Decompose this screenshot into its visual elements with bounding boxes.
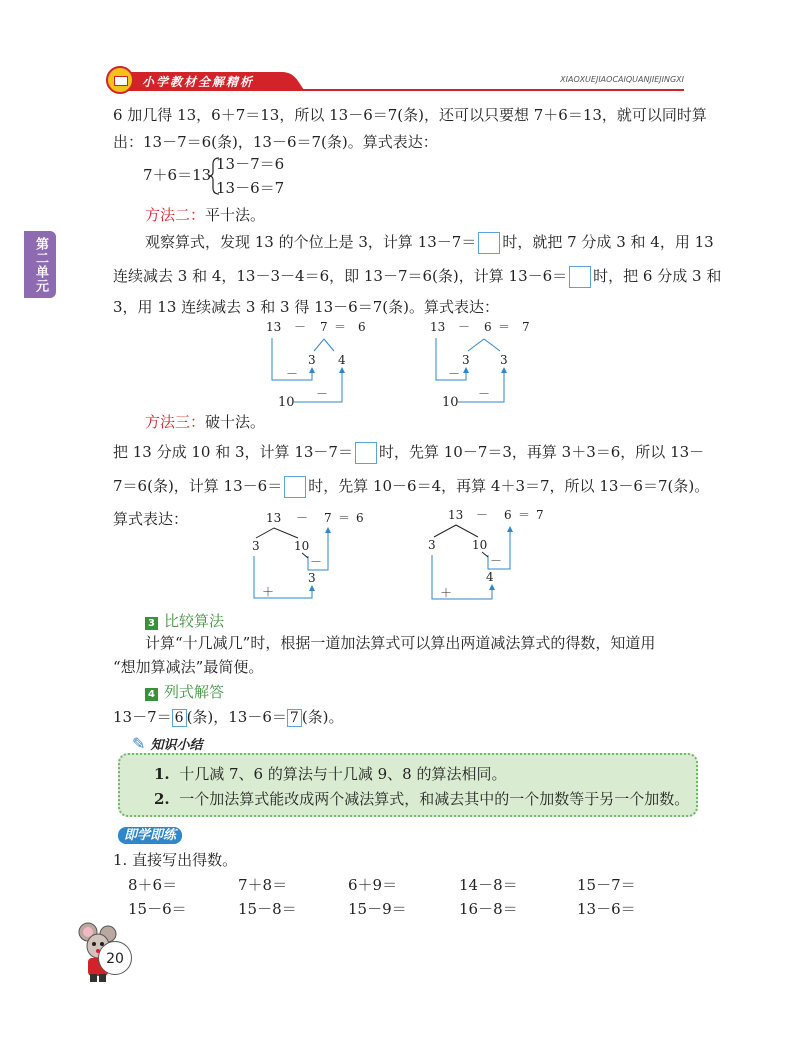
section3-line-2: “想加算减法”最简便。 <box>113 658 264 676</box>
practice-item: 15－6＝ <box>128 900 187 918</box>
summary-item-number: 1. <box>154 765 170 783</box>
method3-line-3: 算式表达： <box>113 510 189 528</box>
summary-item <box>154 788 689 810</box>
diagram-text: 10 <box>442 395 459 408</box>
book-logo-icon <box>106 66 134 94</box>
diagram-text: 10 <box>294 539 310 553</box>
method2-line-2b: 时，把 6 分成 3 和 <box>593 267 722 285</box>
diagram-text: 3 <box>462 353 470 367</box>
answer-box: 6 <box>172 709 187 727</box>
section4-mid: (条)，13－6＝ <box>186 708 287 726</box>
practice-item: 15－7＝ <box>577 876 636 894</box>
diagram-text: 6 <box>504 508 512 522</box>
section4-heading <box>145 681 224 702</box>
diagram-text: 3 <box>500 353 508 367</box>
diagram-text: ＋ <box>440 586 453 600</box>
answer-blank[interactable] <box>569 266 591 288</box>
summary-box <box>118 753 698 817</box>
section4-answer <box>113 706 344 728</box>
method2-line-3: 3，用 13 连续减去 3 和 3 得 13－6＝7(条)。算式表达： <box>113 298 499 316</box>
method3-line-1 <box>113 441 704 464</box>
header-bar <box>106 68 686 94</box>
section3-number: 3 <box>145 617 158 630</box>
method2-line-1a: 观察算式，发现 13 的个位上是 3，计算 13－7＝ <box>145 233 477 251</box>
diagram-text: 7 <box>536 508 544 522</box>
practice-item: 14－8＝ <box>459 876 518 894</box>
unit-side-tab-label: 第二单元 <box>33 237 48 293</box>
method2-line-1 <box>145 231 714 254</box>
pen-icon: ✎ <box>132 734 146 753</box>
page-number: 20 <box>106 951 124 967</box>
diagram-text: － <box>458 320 471 334</box>
method3-diagram-b <box>426 505 556 609</box>
diagram-text: － <box>310 555 323 569</box>
summary-item-number: 2. <box>154 790 170 808</box>
section4-post: (条)。 <box>301 708 344 726</box>
practice-item: 16－8＝ <box>459 900 518 918</box>
practice-label-text: 即学即练 <box>118 827 182 844</box>
method3-title: 方法三： <box>145 413 206 431</box>
method3-heading <box>145 411 265 433</box>
unit-side-tab <box>24 231 56 298</box>
diagram-text: － <box>476 508 489 522</box>
practice-item: 7＋8＝ <box>238 876 288 894</box>
diagram-text: 7 <box>522 320 530 334</box>
diagram-text: － <box>286 367 299 381</box>
method2-line-2a: 连续减去 3 和 4，13－3－4＝6，即 13－7＝6(条)，计算 13－6＝ <box>113 267 568 285</box>
header-title: 小学教材全解精析 <box>142 75 255 89</box>
diagram-text: 13 <box>266 511 282 525</box>
method2-title: 方法二： <box>145 206 206 224</box>
diagram-text: ＝ <box>498 320 511 334</box>
method2-line-1b: 时，就把 7 分成 3 和 4，用 13 <box>502 233 714 251</box>
diagram-text: － <box>294 320 307 334</box>
section3-title: 比较算法 <box>164 612 225 630</box>
intro-line-2: 出：13－7＝6(条)，13－6＝7(条)。算式表达： <box>113 133 438 151</box>
section4-pre: 13－7＝ <box>113 708 172 726</box>
method3-line-2a: 7＝6(条)，计算 13－6＝ <box>113 477 283 495</box>
method2-diagram-a <box>264 318 374 412</box>
practice-label <box>118 824 182 843</box>
diagram-text: 3 <box>308 571 316 585</box>
answer-blank[interactable] <box>355 442 377 464</box>
method2-heading <box>145 204 265 226</box>
answer-box: 7 <box>287 709 302 727</box>
diagram-text: 10 <box>472 538 488 552</box>
diagram-text: － <box>490 554 503 568</box>
practice-item: 15－8＝ <box>238 900 297 918</box>
diagram-text: － <box>478 387 491 401</box>
summary-label <box>132 734 203 753</box>
practice-question-1: 1. 直接写出得数。 <box>113 851 238 869</box>
diagram-text: 4 <box>486 570 494 584</box>
diagram-text: 13 <box>266 320 282 334</box>
method3-line-1b: 时，先算 10－7＝3，再算 3＋3＝6，所以 13－ <box>378 443 705 461</box>
practice-item: 15－9＝ <box>348 900 407 918</box>
diagram-text: 10 <box>278 395 295 408</box>
practice-item: 8＋6＝ <box>128 876 178 894</box>
diagram-text: 7 <box>324 511 332 525</box>
diagram-text: 13 <box>448 508 464 522</box>
diagram-text: 13 <box>430 320 446 334</box>
diagram-text: － <box>296 511 309 525</box>
answer-blank[interactable] <box>478 232 500 254</box>
method3-line-1a: 把 13 分成 10 和 3，计算 13－7＝ <box>113 443 353 461</box>
method3-line-2 <box>113 475 709 498</box>
intro-expr-left: 7＋6＝13 <box>143 166 212 184</box>
summary-item-text: 十几减 7、6 的算法与十几减 9、8 的算法相同。 <box>179 765 507 783</box>
method3-diagram-a <box>248 508 378 608</box>
diagram-text: 4 <box>338 353 346 367</box>
diagram-text: 6 <box>356 511 364 525</box>
diagram-text: 3 <box>428 538 436 552</box>
diagram-text: ＝ <box>338 511 351 525</box>
summary-item-text: 一个加法算式能改成两个减法算式，和减去其中的一个加数等于另一个加数。 <box>179 790 690 808</box>
summary-item <box>154 763 506 785</box>
diagram-text: 3 <box>308 353 316 367</box>
header-pinyin: XIAOXUEJIAOCAIQUANJIEJINGXI <box>560 75 684 84</box>
intro-expr-bottom: 13－6＝7 <box>216 179 285 197</box>
answer-blank[interactable] <box>284 476 306 498</box>
section4-title: 列式解答 <box>164 683 225 701</box>
practice-item: 13－6＝ <box>577 900 636 918</box>
method3-line-2b: 时，先算 10－6＝4，再算 4＋3＝7，所以 13－6＝7(条)。 <box>308 477 710 495</box>
diagram-text: ＝ <box>518 508 531 522</box>
page-number-circle <box>98 941 132 975</box>
diagram-text: ＝ <box>334 320 347 334</box>
summary-label-text: 知识小结 <box>150 738 203 753</box>
method3-name: 破十法。 <box>205 413 266 431</box>
method2-line-2 <box>113 265 721 288</box>
section3-heading <box>145 610 224 631</box>
method2-name: 平十法。 <box>205 206 266 224</box>
section3-line-1: 计算“十几减几”时，根据一道加法算式可以算出两道减法算式的得数，知道用 <box>145 634 656 652</box>
intro-expr-top: 13－7＝6 <box>216 155 285 173</box>
method2-diagram-b <box>428 318 538 412</box>
diagram-text: 7 <box>320 320 328 334</box>
diagram-text: － <box>448 367 461 381</box>
intro-line-1: 6 加几得 13，6＋7＝13，所以 13－6＝7(条)，还可以只要想 7＋6＝13，就可以同时算 <box>113 106 707 124</box>
section4-number: 4 <box>145 688 158 701</box>
diagram-text: 3 <box>252 539 260 553</box>
diagram-text: 6 <box>484 320 492 334</box>
diagram-text: 6 <box>358 320 366 334</box>
practice-item: 6＋9＝ <box>348 876 398 894</box>
diagram-text: ＋ <box>262 585 275 599</box>
diagram-text: － <box>316 387 329 401</box>
